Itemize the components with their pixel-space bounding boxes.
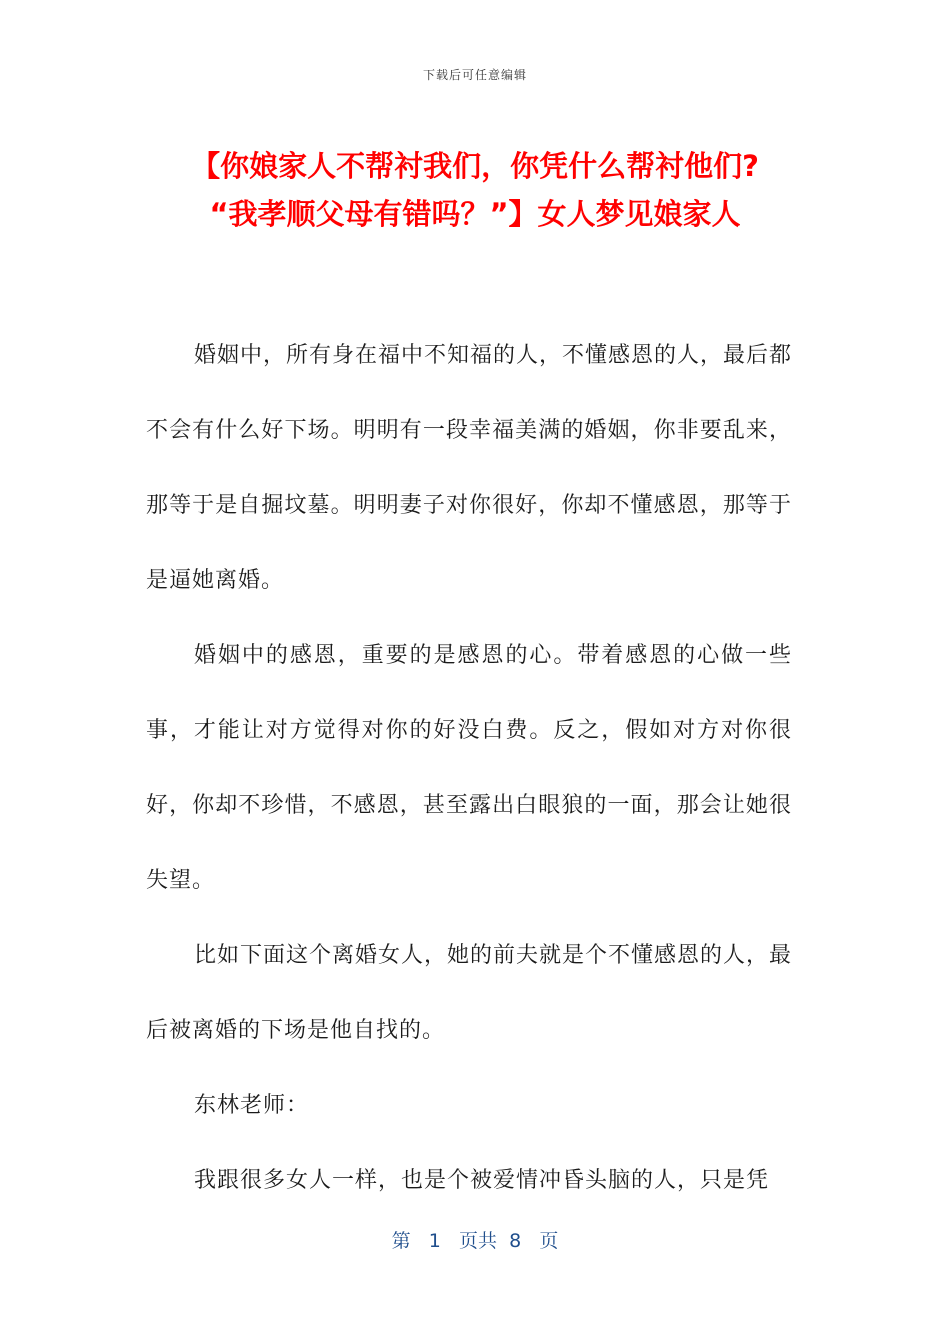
header-note: 下载后可任意编辑 [422, 68, 527, 82]
footer-prefix: 第 [391, 1230, 411, 1252]
paragraph: 婚姻中，所有身在福中不知福的人，不懂感恩的人，最后都不会有什么好下场。明明有一段幸福美满的婚姻，你非要乱来，那等于是自掘坟墓。明明妻子对你很好，你却不懂感恩，那等于是逼她离婚。 [146, 343, 793, 593]
page-footer [0, 1226, 950, 1253]
document-body [146, 318, 792, 1218]
paragraph: 我跟很多女人一样，也是个被爱情冲昏头脑的人，只是凭 [194, 1168, 770, 1193]
title-line-1: 【你娘家人不帮衬我们，你凭什么帮衬他们? [191, 149, 759, 183]
paragraph: 比如下面这个离婚女人，她的前夫就是个不懂感恩的人，最后被离婚的下场是他自找的。 [146, 943, 793, 1043]
paragraph: 婚姻中的感恩，重要的是感恩的心。带着感恩的心做一些事，才能让对方觉得对你的好没白费。反之，假如对方对你很好，你却不珍惜，不感恩，甚至露出白眼狼的一面，那会让她很失望。 [146, 643, 792, 893]
total-page-number: 8 [509, 1230, 522, 1252]
document-title [100, 142, 850, 238]
footer-suffix: 页 [539, 1230, 559, 1252]
footer-middle: 页共 [459, 1230, 498, 1252]
paragraph: 东林老师： [194, 1093, 310, 1118]
current-page-number: 1 [428, 1230, 441, 1252]
title-line-2: “我孝顺父母有错吗？”】女人梦见娘家人 [209, 197, 741, 231]
